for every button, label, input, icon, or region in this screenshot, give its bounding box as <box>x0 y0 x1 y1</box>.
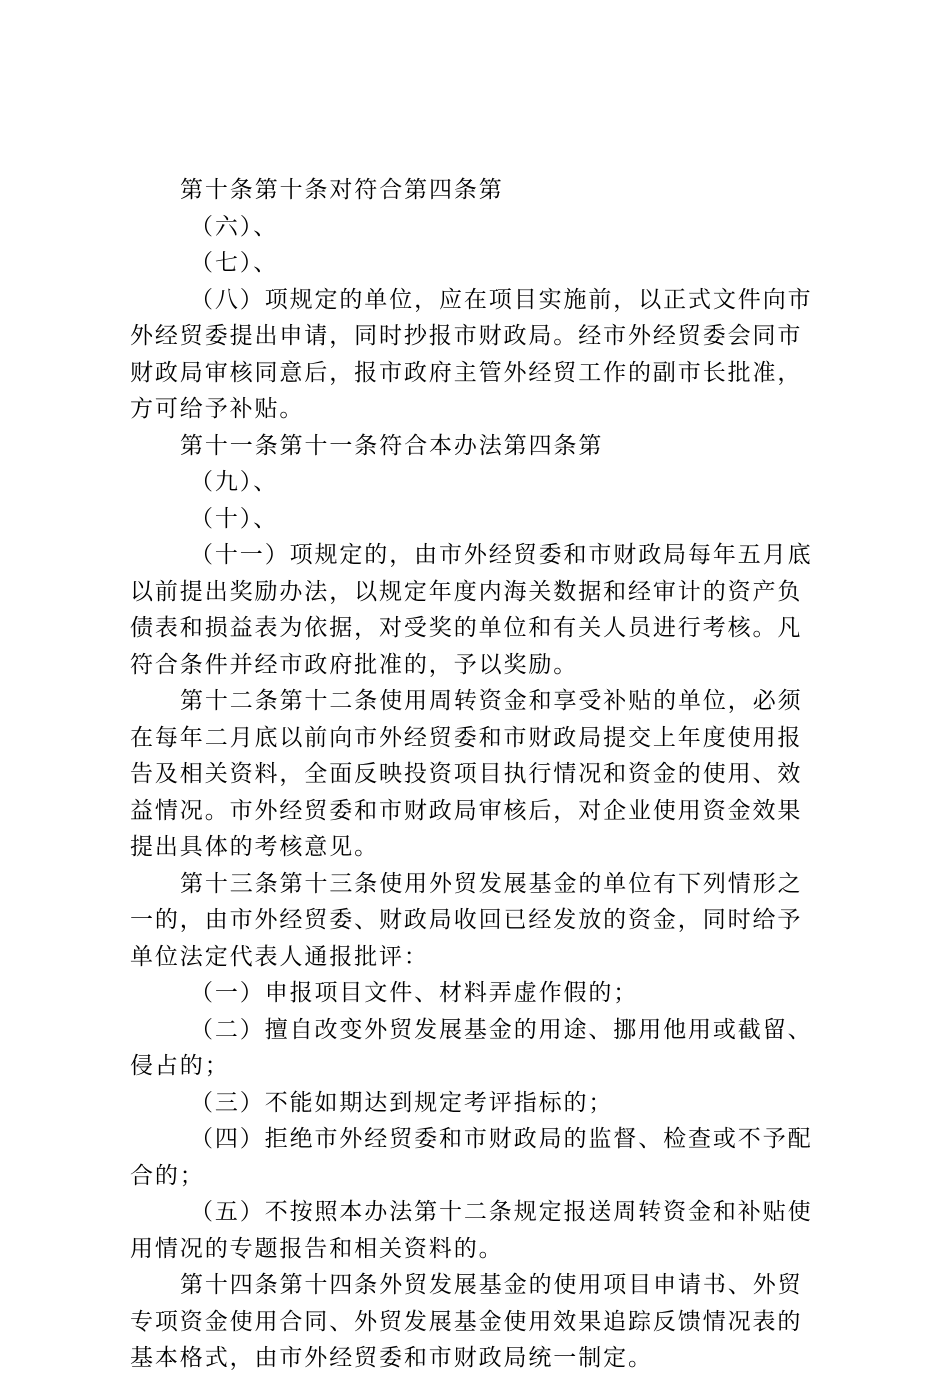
text-line: 符合条件并经市政府批准的，予以奖励。 <box>130 651 579 678</box>
text-line: （五）不按照本办法第十二条规定报送周转资金和补贴使 <box>190 1199 813 1225</box>
text-line: 第十二条第十二条使用周转资金和享受补贴的单位，必须 <box>180 688 803 714</box>
text-line: （八）项规定的单位，应在项目实施前，以正式文件向市 <box>190 286 813 313</box>
text-line: 财政局审核同意后，报市政府主管外经贸工作的副市长批准， <box>130 359 803 386</box>
text-line: 在每年二月底以前向市外经贸委和市财政局提交上年度使用报 <box>130 724 803 751</box>
text-line: （七）、 <box>190 250 279 276</box>
text-line: 外经贸委提出申请，同时抄报市财政局。经市外经贸委会同市 <box>130 323 803 349</box>
text-line: （六）、 <box>190 213 279 240</box>
text-line: （十）、 <box>190 505 279 532</box>
text-line: 告及相关资料，全面反映投资项目执行情况和资金的使用、效 <box>130 761 803 787</box>
text-line: 益情况。市外经贸委和市财政局审核后，对企业使用资金效果 <box>130 797 803 824</box>
document-body <box>130 172 830 1377</box>
text-line: 基本格式，由市外经贸委和市财政局统一制定。 <box>130 1345 653 1371</box>
text-line: 债表和损益表为依据，对受奖的单位和有关人员进行考核。凡 <box>130 615 803 641</box>
text-line: 第十三条第十三条使用外贸发展基金的单位有下列情形之 <box>180 870 803 897</box>
text-line: （九）、 <box>190 469 279 495</box>
text-line: 单位法定代表人通报批评： <box>130 943 429 970</box>
text-line: 以前提出奖励办法，以规定年度内海关数据和经审计的资产负 <box>130 578 803 605</box>
text-line: 侵占的； <box>130 1053 230 1079</box>
text-line: 方可给予补贴。 <box>130 396 305 422</box>
text-line: 第十四条第十四条外贸发展基金的使用项目申请书、外贸 <box>180 1272 803 1298</box>
text-line: （三）不能如期达到规定考评指标的； <box>190 1089 614 1116</box>
text-line: 一的，由市外经贸委、财政局收回已经发放的资金，同时给予 <box>130 907 803 933</box>
text-line: 合的； <box>130 1162 205 1189</box>
text-line: 第十条第十条对符合第四条第 <box>180 177 504 203</box>
text-line: （十一）项规定的，由市外经贸委和市财政局每年五月底 <box>190 542 813 568</box>
text-line: 用情况的专题报告和相关资料的。 <box>130 1235 504 1262</box>
text-line: （四）拒绝市外经贸委和市财政局的监督、检查或不予配 <box>190 1126 813 1152</box>
text-line: 专项资金使用合同、外贸发展基金使用效果追踪反馈情况表的 <box>130 1308 803 1335</box>
text-line: （一）申报项目文件、材料弄虚作假的； <box>190 980 639 1006</box>
text-line: 第十一条第十一条符合本办法第四条第 <box>180 432 604 459</box>
text-line: 提出具体的考核意见。 <box>130 834 379 860</box>
text-line: （二）擅自改变外贸发展基金的用途、挪用他用或截留、 <box>190 1016 813 1043</box>
